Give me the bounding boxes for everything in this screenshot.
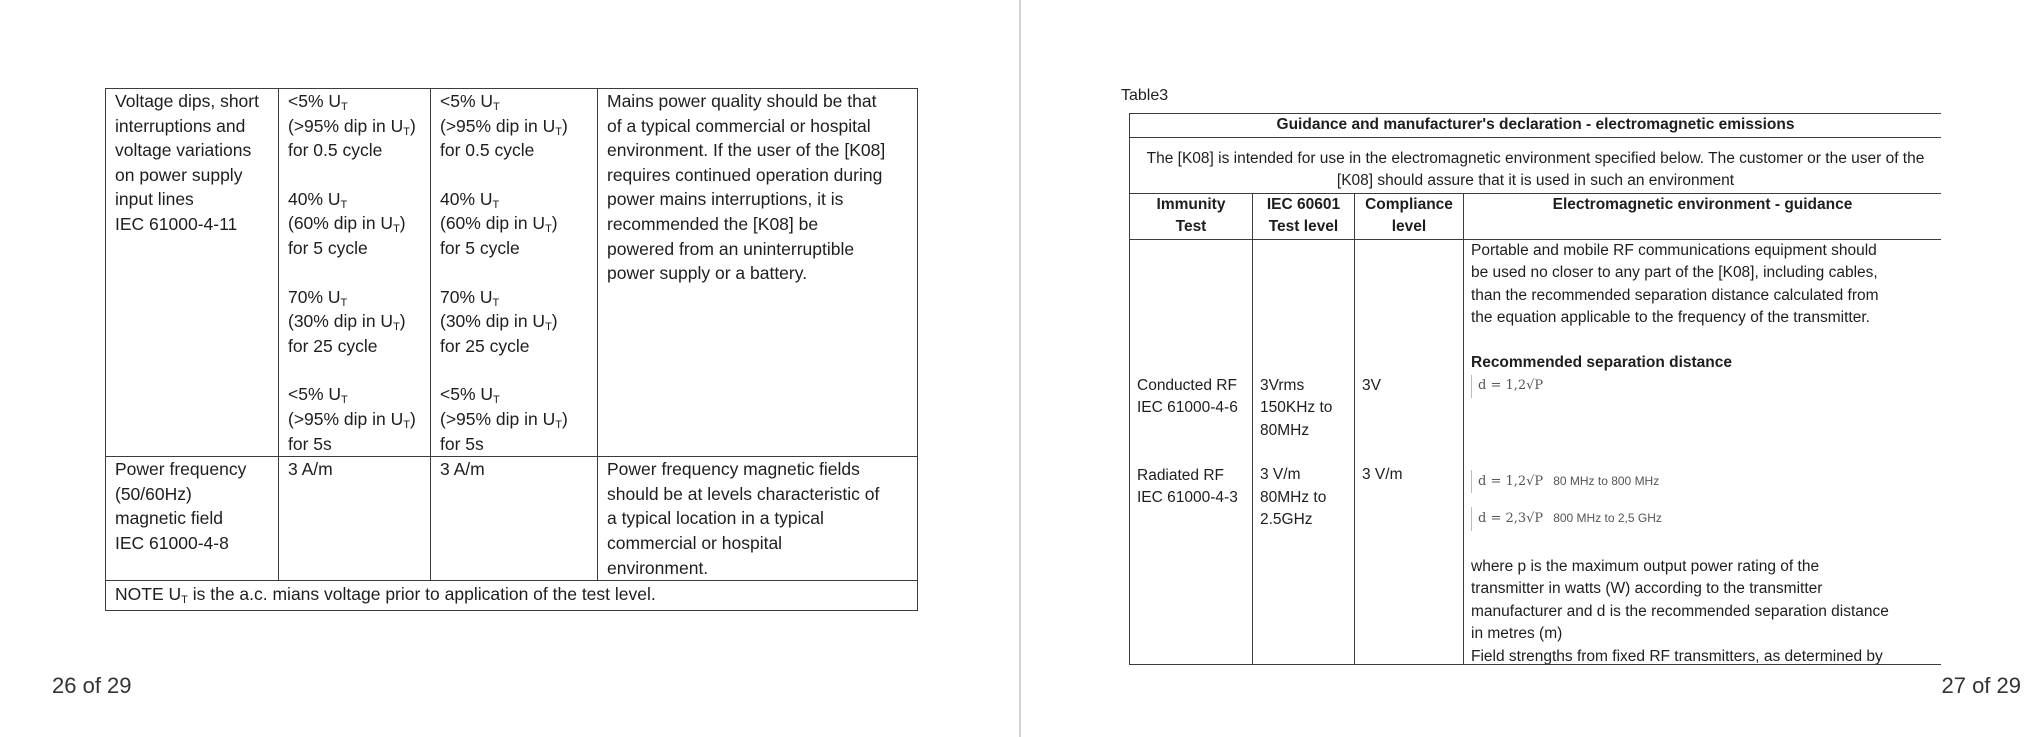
- test-cell: Voltage dips, short interruptions and voltage variations on power supply input lines IEC 61000-4-11: [106, 89, 279, 457]
- header-test-level: IEC 60601 Test level: [1253, 193, 1355, 239]
- test-level-cell: <5% $U_T$ (>95% dip in $U_T$) for 0.5 cycle 40% $U_T$ (60% dip in $U_T$) for 5 cycle 70% $U_T$ (30% dip in $U_T$) for 25 cycle <5% $U_T$ (>95% dip in $U_T$) for 5s: [279, 89, 431, 457]
- intro-row: [1130, 137, 1942, 193]
- title-row: [1130, 114, 1942, 138]
- test-cell: Power frequency (50/60Hz) magnetic field IEC 61000-4-8: [106, 457, 279, 581]
- header-guidance: Electromagnetic environment - guidance: [1464, 193, 1942, 239]
- table-label: Table3: [1121, 87, 1169, 104]
- emissions-table-container: [1129, 113, 1941, 665]
- guidance-cell: Power frequency magnetic fields should be at levels characteristic of a typical location in a typical commercial or hospital environment.: [598, 457, 918, 581]
- note-row: [106, 581, 918, 611]
- immunity-table-continued: [105, 88, 918, 611]
- header-compliance-level: Compliance level: [1355, 193, 1464, 239]
- table-row: [1130, 239, 1942, 665]
- page-number: 26 of 29: [52, 673, 132, 698]
- table-intro: The [K08] is intended for use in the electromagnetic environment specified below. The customer or the user of the [K08] should assure that it is used in such an environment: [1130, 137, 1942, 193]
- header-row: [1130, 193, 1942, 239]
- compliance-level-cell: 3V 3 V/m: [1355, 239, 1464, 665]
- test-level-cell: 3Vrms 150KHz to 80MHz 3 V/m 80MHz to 2.5GHz: [1253, 239, 1355, 665]
- compliance-level-cell: 3 A/m: [431, 457, 598, 581]
- test-cell: Conducted RF IEC 61000-4-6 Radiated RF IEC 61000-4-3: [1130, 239, 1253, 665]
- note-cell: NOTE $U_T$ is the a.c. mians voltage prior to application of the test level.: [106, 581, 918, 611]
- test-level-cell: 3 A/m: [279, 457, 431, 581]
- table-row: [106, 89, 918, 457]
- conducted-formula: d = 1,2√P: [1471, 375, 1934, 398]
- emissions-table: [1129, 113, 1941, 665]
- radiated-formula-1: d = 1,2√P 80 MHz to 800 MHz: [1471, 470, 1934, 494]
- table-row: [106, 457, 918, 581]
- left-page: [0, 0, 1019, 737]
- compliance-level-cell: <5% $U_T$ (>95% dip in $U_T$) for 0.5 cycle 40% $U_T$ (60% dip in $U_T$) for 5 cycle 70% $U_T$ (30% dip in $U_T$) for 25 cycle <5% $U_T$ (>95% dip in $U_T$) for 5s: [431, 89, 598, 457]
- guidance-cell: Mains power quality should be that of a typical commercial or hospital environment. If the user of the [K08] requires continued operation during power mains interruptions, it is recommended the [K08] be powered from an uninterruptible power supply or a battery.: [598, 89, 918, 457]
- page-number: 27 of 29: [1941, 673, 2021, 698]
- guidance-cell: Portable and mobile RF communications equipment should be used no closer to any part of the [K08], including cables, than the recommended separation distance calculated from the equation applicable to the frequency of the transmitter. Recommended separation distance d = 1,2√P d = 1,2√P 80 MHz to 800 MHz d = 2,3√P 800 MHz to 2,5 GHz where p is the maximum output power rating of the transmitter in watts (W) according to the transmitter manufacturer and d is the recommended separation distance in metres (m) Field strengths from fixed RF transmitters, as determined by: [1464, 239, 1942, 665]
- table-title: Guidance and manufacturer's declaration - electromagnetic emissions: [1130, 114, 1942, 138]
- right-page: [1021, 0, 2041, 737]
- radiated-formula-2: d = 2,3√P 800 MHz to 2,5 GHz: [1471, 507, 1934, 531]
- header-immunity-test: Immunity Test: [1130, 193, 1253, 239]
